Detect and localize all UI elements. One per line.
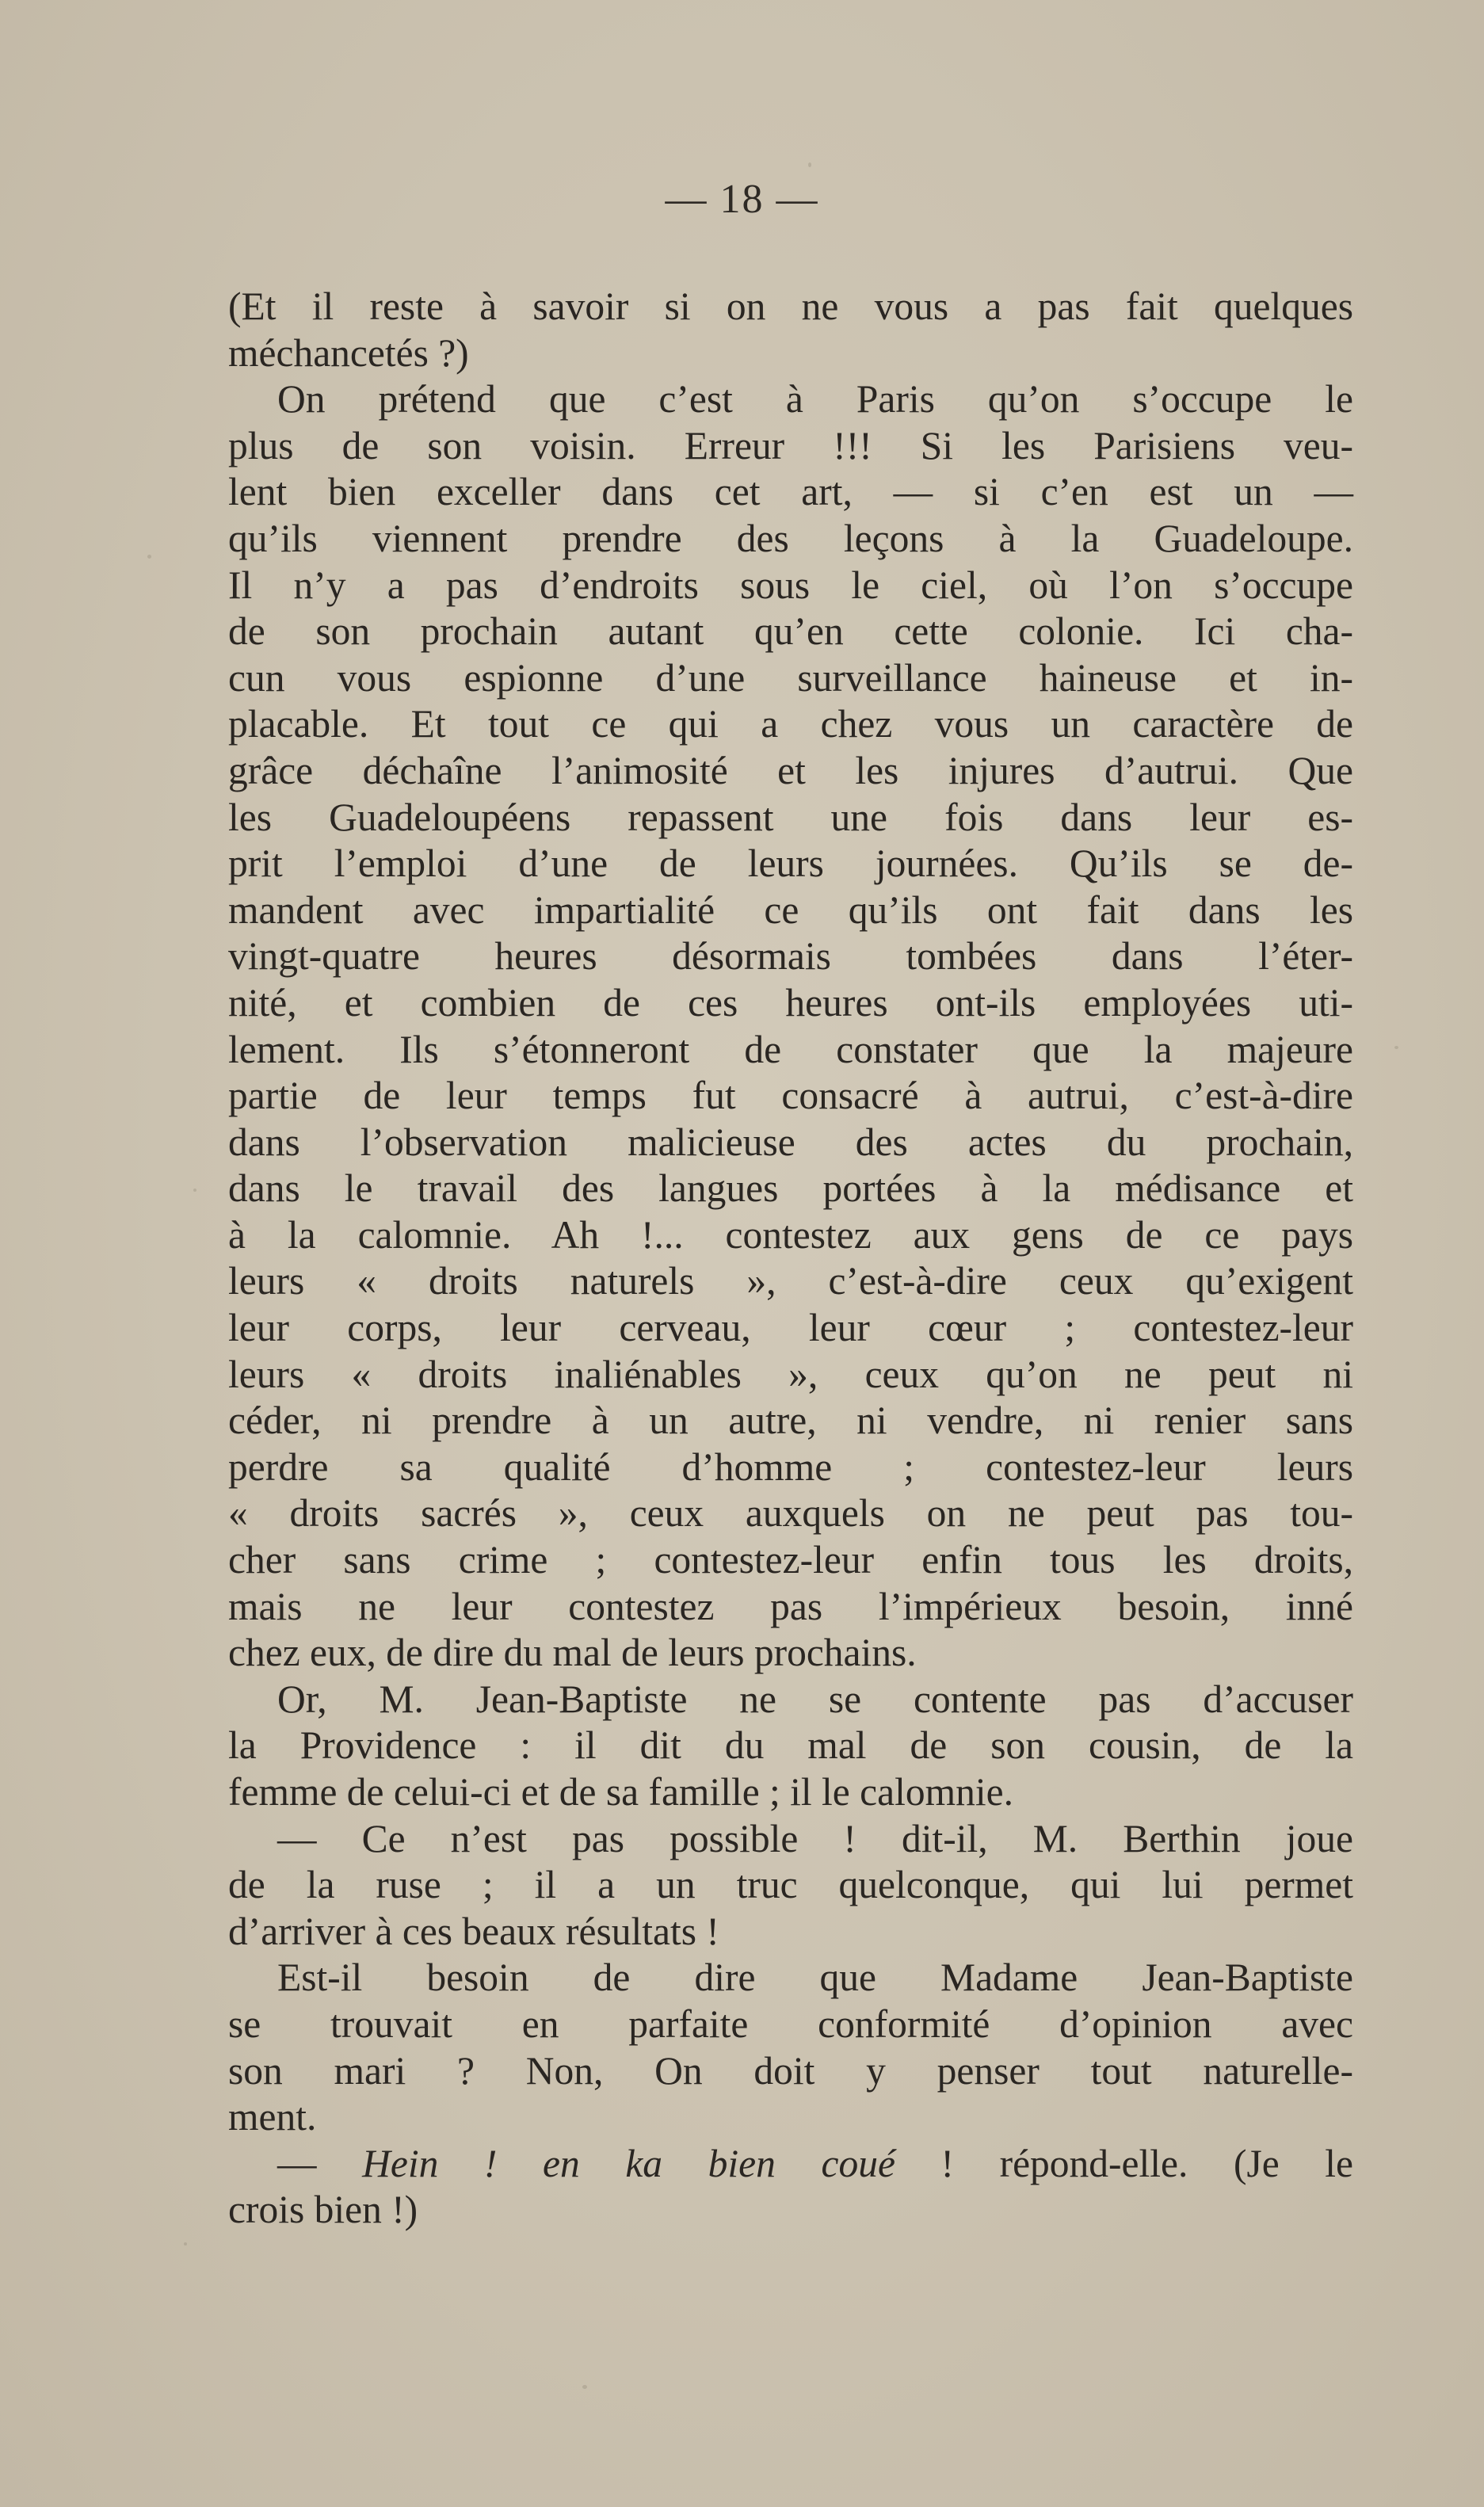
- text-line: nité, et combien de ces heures ont-ils employées uti-: [228, 980, 1353, 1025]
- text-line: plus de son voisin. Erreur !!! Si les Parisiens veu-: [228, 423, 1353, 467]
- text-line: perdre sa qualité d’homme ; contestez-leur leurs: [228, 1444, 1353, 1489]
- text-line: dans l’observation malicieuse des actes du prochain,: [228, 1120, 1353, 1164]
- text-line: Or, M. Jean-Baptiste ne se contente pas d’accuser: [277, 1677, 1353, 1721]
- text-line: son mari ? Non, On doit y penser tout naturelle-: [228, 2048, 1353, 2093]
- text-line: la Providence : il dit du mal de son cousin, de la: [228, 1723, 1353, 1768]
- text-line: vingt-quatre heures désormais tombées dans l’éter-: [228, 934, 1353, 979]
- dialogue-rest: ! répond-elle. (Je le: [895, 2141, 1354, 2185]
- text-line: de la ruse ; il a un truc quelconque, qui lui permet: [228, 1863, 1353, 1907]
- text-line: leur corps, leur cerveau, leur cœur ; contestez-leur: [228, 1306, 1353, 1350]
- body-text: [228, 284, 1353, 2234]
- text-line: lement. Ils s’étonneront de constater que la majeure: [228, 1027, 1353, 1071]
- text-line: qu’ils viennent prendre des leçons à la Guadeloupe.: [228, 516, 1353, 560]
- dialogue-dash: —: [277, 2141, 363, 2185]
- text-line: dans le travail des langues portées à la médisance et: [228, 1166, 1353, 1211]
- text-line: lent bien exceller dans cet art, — si c’en est un —: [228, 470, 1353, 514]
- paper-speck: [147, 555, 151, 559]
- text-line: à la calomnie. Ah !... contestez aux gens de ce pays: [228, 1212, 1353, 1257]
- text-line: ment.: [228, 2095, 317, 2139]
- text-line: mandent avec impartialité ce qu’ils ont fait dans les: [228, 887, 1353, 932]
- text-line: Est-il besoin de dire que Madame Jean-Baptiste: [277, 1956, 1353, 2000]
- text-line: cher sans crime ; contestez-leur enfin tous les droits,: [228, 1538, 1353, 1582]
- text-line: chez eux, de dire du mal de leurs prochains.: [228, 1631, 917, 1675]
- text-line: les Guadeloupéens repassent une fois dans leur es-: [228, 795, 1353, 839]
- text-line: leurs « droits inaliénables », ceux qu’on ne peut ni: [228, 1352, 1353, 1396]
- paper-speck: [582, 2385, 587, 2389]
- text-line: — Ce n’est pas possible ! dit-il, M. Berthin joue: [277, 1816, 1353, 1860]
- text-line: de son prochain autant qu’en cette colonie. Ici cha-: [228, 609, 1353, 654]
- text-line: Il n’y a pas d’endroits sous le ciel, où l’on s’occupe: [228, 563, 1353, 607]
- text-line: se trouvait en parfaite conformité d’opinion avec: [228, 2001, 1353, 2046]
- page-number: — 18 —: [665, 177, 819, 222]
- text-line: céder, ni prendre à un autre, ni vendre, ni renier sans: [228, 1399, 1353, 1443]
- text-line: partie de leur temps fut consacré à autrui, c’est-à-dire: [228, 1074, 1353, 1118]
- text-line: « droits sacrés », ceux auxquels on ne peut pas tou-: [228, 1491, 1353, 1536]
- text-line: d’arriver à ces beaux résultats !: [228, 1909, 719, 1953]
- text-line: mais ne leur contestez pas l’impérieux besoin, inné: [228, 1584, 1353, 1628]
- paper-speck: [808, 162, 811, 167]
- text-line: (Et il reste à savoir si on ne vous a pas fait quelques: [228, 284, 1353, 328]
- text-line: méchancetés ?): [228, 330, 469, 375]
- text-line: placable. Et tout ce qui a chez vous un caractère de: [228, 702, 1353, 746]
- paper-speck: [184, 2242, 187, 2246]
- paper-speck: [193, 1189, 196, 1192]
- creole-phrase: Hein ! en ka bien coué: [362, 2141, 895, 2185]
- text-line: On prétend que c’est à Paris qu’on s’occupe le: [277, 377, 1353, 422]
- paper-speck: [1394, 1046, 1398, 1049]
- text-line: prit l’emploi d’une de leurs journées. Qu’ils se de-: [228, 841, 1353, 886]
- text-line: grâce déchaîne l’animosité et les injures d’autrui. Que: [228, 748, 1353, 792]
- text-line-dialogue: [228, 2141, 1353, 2188]
- text-line: leurs « droits naturels », c’est-à-dire ceux qu’exigent: [228, 1259, 1353, 1303]
- text-line: femme de celui-ci et de sa famille ; il le calomnie.: [228, 1770, 1013, 1814]
- text-line: crois bien !): [228, 2188, 418, 2232]
- text-line: cun vous espionne d’une surveillance haineuse et in-: [228, 655, 1353, 700]
